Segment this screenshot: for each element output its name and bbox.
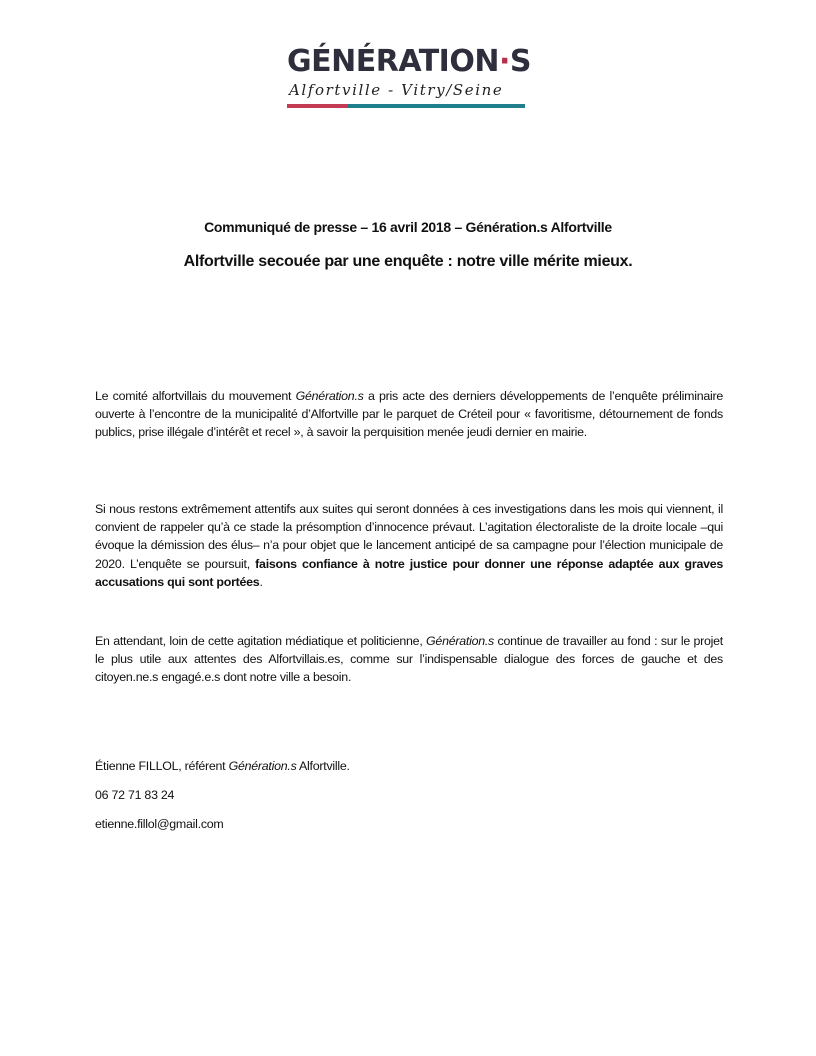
signature-name-c: Alfortville. <box>296 759 350 773</box>
logo-bar-teal <box>347 104 525 108</box>
press-release-title: Communiqué de presse – 16 avril 2018 – Génération.s Alfortville <box>204 219 612 235</box>
logo-word-dot: · <box>498 44 510 79</box>
paragraph-1-text-a: Le comité alfortvillais du mouvement <box>95 389 296 403</box>
logo-subtitle: Alfortville - Vitry/Seine <box>289 81 504 99</box>
paragraph-1-movement-name: Génération.s <box>295 389 364 403</box>
paragraph-3-movement-name: Génération.s <box>426 634 494 648</box>
signature-name-a: Étienne FILLOL, référent <box>95 759 229 773</box>
paragraph-3-text-a: En attendant, loin de cette agitation médiatique et politicienne, <box>95 634 427 648</box>
logo-word-main: GÉNÉRATION <box>287 44 499 79</box>
signature-phone: 06 72 71 83 24 <box>95 788 175 802</box>
paragraph-2-text-a: Si nous restons extrêmement attentifs aux suites qui seront données à ces investigations dans les mois qui viennent, il convient de rappeler qu’à ce stade la présomption d’innocence prévaut. L’agitation électoraliste de la droite locale –qui évoque la démission des élus– n’a pour objet que le lancement anticipé de sa campagne pour l’élection municipale de 2020. L’enquête se poursuit, <box>95 502 723 571</box>
logo-color-bar <box>287 104 525 108</box>
logo-wordmark <box>287 44 529 80</box>
paragraph-2 <box>95 500 723 591</box>
paragraph-1-text-c: a pris acte des derniers développements de l’enquête préliminaire ouverte à l’encontre de la municipalité d’Alfortville par le parquet de Créteil pour « favoritisme, détournement de fonds publics, prise illégale d’intérêt et recel », à savoir la perquisition menée jeudi dernier en mairie. <box>95 389 723 440</box>
signature-movement-name: Génération.s <box>228 759 297 773</box>
paragraph-3 <box>95 632 723 687</box>
paragraph-3-text-c: continue de travailler au fond : sur le projet le plus utile aux attentes des Alfortvillais.es, comme sur l’indispensable dialogue des forces de gauche et des citoyen.ne.s engagé.e.s dont notre ville a besoin. <box>95 634 723 685</box>
signature-name <box>95 759 350 773</box>
paragraph-2-text-c: . <box>259 574 263 589</box>
logo-word-end: S <box>509 44 531 79</box>
signature-email: etienne.fillol@gmail.com <box>95 817 224 831</box>
logo-bar-red <box>287 104 347 108</box>
paragraph-2-emphasis: faisons confiance à notre justice pour donner une réponse adaptée aux graves accusations qui sont portées <box>95 556 724 589</box>
press-release-headline: Alfortville secouée par une enquête : notre ville mérite mieux. <box>183 253 633 270</box>
generation-s-logo <box>287 44 529 108</box>
paragraph-1 <box>95 387 723 442</box>
